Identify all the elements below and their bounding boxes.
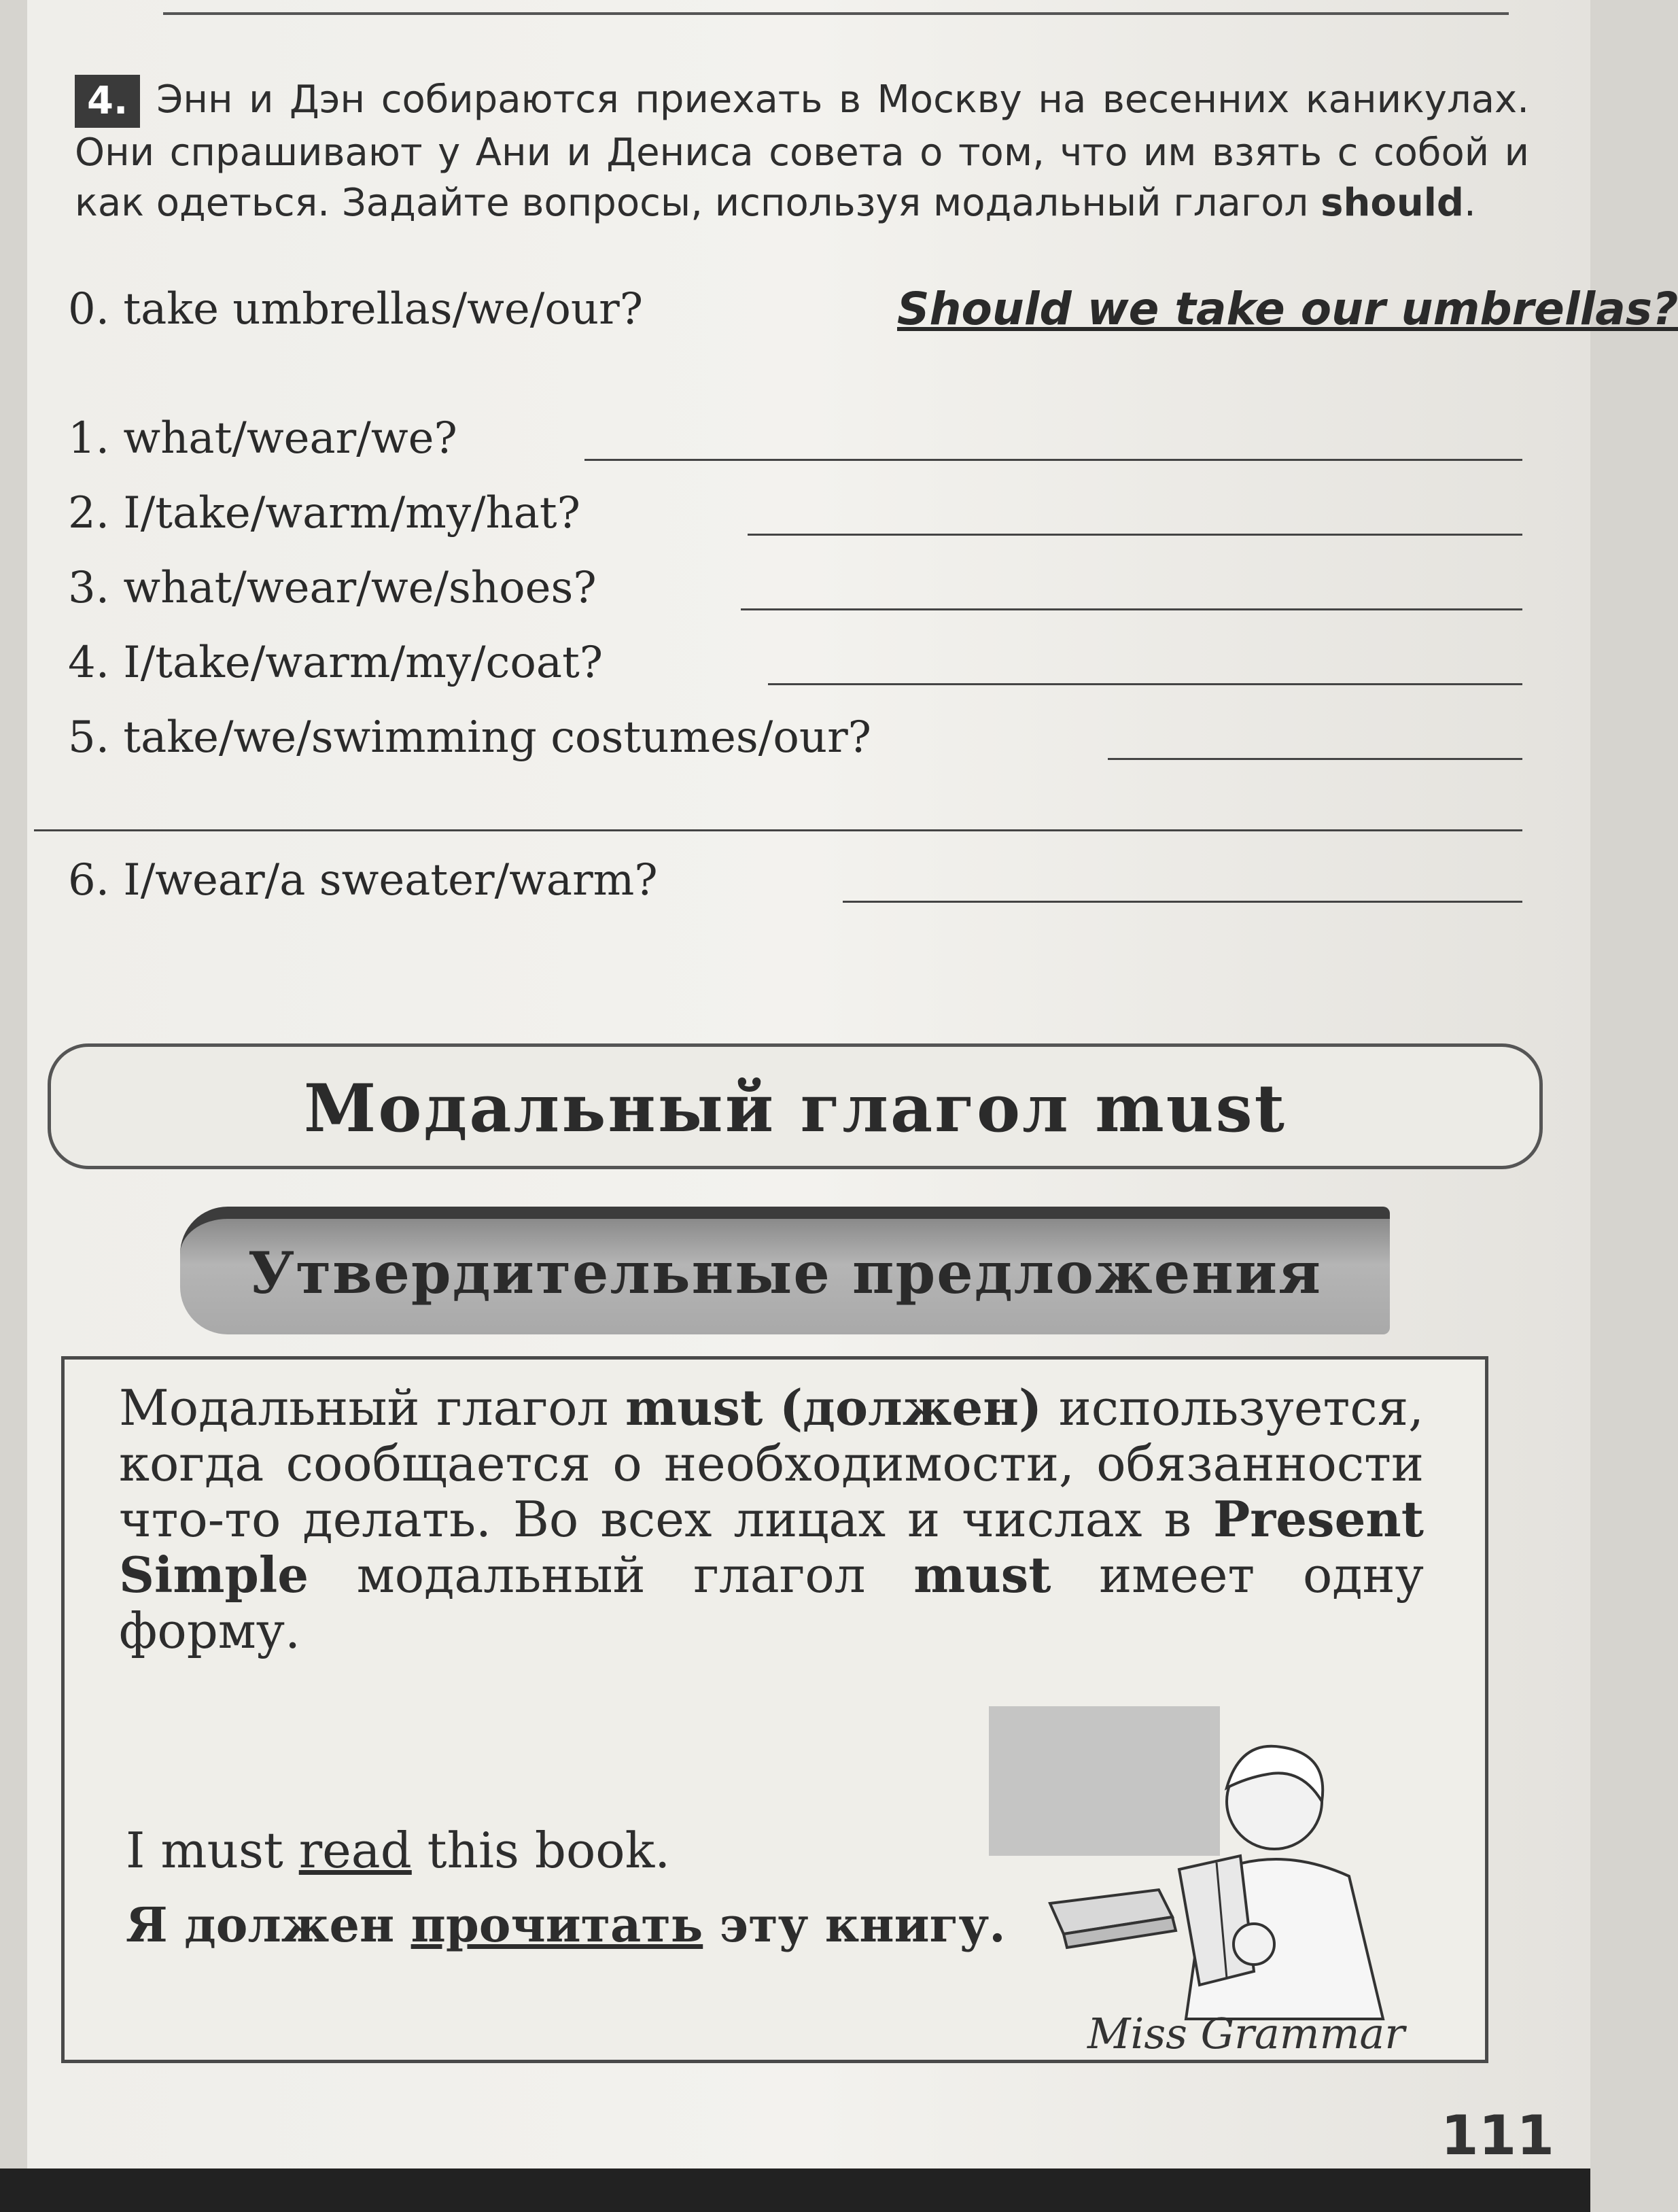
answer-blank-5[interactable]: [1108, 758, 1522, 760]
answer-blank-6[interactable]: [843, 901, 1522, 903]
boy-reading-illustration: [982, 1699, 1403, 2039]
page-number: 111: [1441, 2104, 1554, 2167]
exercise-item-0: 0. take umbrellas/we/our? Should we take our umbrellas?: [68, 279, 1529, 340]
task-number-badge: 4.: [75, 75, 140, 128]
subsection-header-box: [180, 1207, 1390, 1334]
grammar-rule-box: [61, 1356, 1488, 2063]
workbook-page: [27, 0, 1678, 2212]
answer-blank-1[interactable]: [584, 459, 1522, 461]
example-russian: Я должен прочитать эту книгу.: [126, 1897, 1006, 1953]
section-title: Модальный глагол must: [304, 1070, 1287, 1147]
answer-blank-3[interactable]: [741, 608, 1522, 610]
answer-blank-2[interactable]: [748, 534, 1522, 536]
task-4: [75, 75, 1529, 228]
top-divider: [163, 12, 1509, 15]
exercise-item-1: 1. what/wear/we?: [68, 408, 1529, 469]
sample-answer: Should we take our umbrellas?: [897, 283, 1678, 335]
miss-grammar-signature: Miss Grammar: [1087, 2009, 1405, 2058]
rule-text: Модальный глагол must (должен) используется, когда сообщается о необходимости, обязанности что-то делать. Во всех лицах и числах в Present Simple модальный глагол must имеет одну форму.: [119, 1379, 1424, 1659]
answer-blank-5-continued[interactable]: [34, 829, 1522, 831]
exercise-item-6: 6. I/wear/a sweater/warm?: [68, 850, 1529, 911]
example-english: I must read this book.: [126, 1822, 671, 1879]
exercise-item-4: 4. I/take/warm/my/coat?: [68, 632, 1529, 693]
exercise-item-3: 3. what/wear/we/shoes?: [68, 557, 1529, 619]
bottom-shadow: [0, 2168, 1590, 2212]
keyword-should: should: [1321, 181, 1464, 225]
task-instructions: 4. Энн и Дэн собираются приехать в Москву на весенних каникулах. Они спрашивают у Ани и Дениса совета о том, что им взять с собой и как одеться. Задайте вопросы, используя модальный глагол should.: [75, 75, 1529, 228]
answer-blank-4[interactable]: [768, 683, 1522, 685]
section-header-box: [48, 1043, 1543, 1169]
exercise-item-5: 5. take/we/swimming costumes/our?: [68, 707, 1529, 768]
exercise-item-2: 2. I/take/warm/my/hat?: [68, 483, 1529, 544]
subsection-title: Утвердительные предложения: [247, 1239, 1323, 1307]
